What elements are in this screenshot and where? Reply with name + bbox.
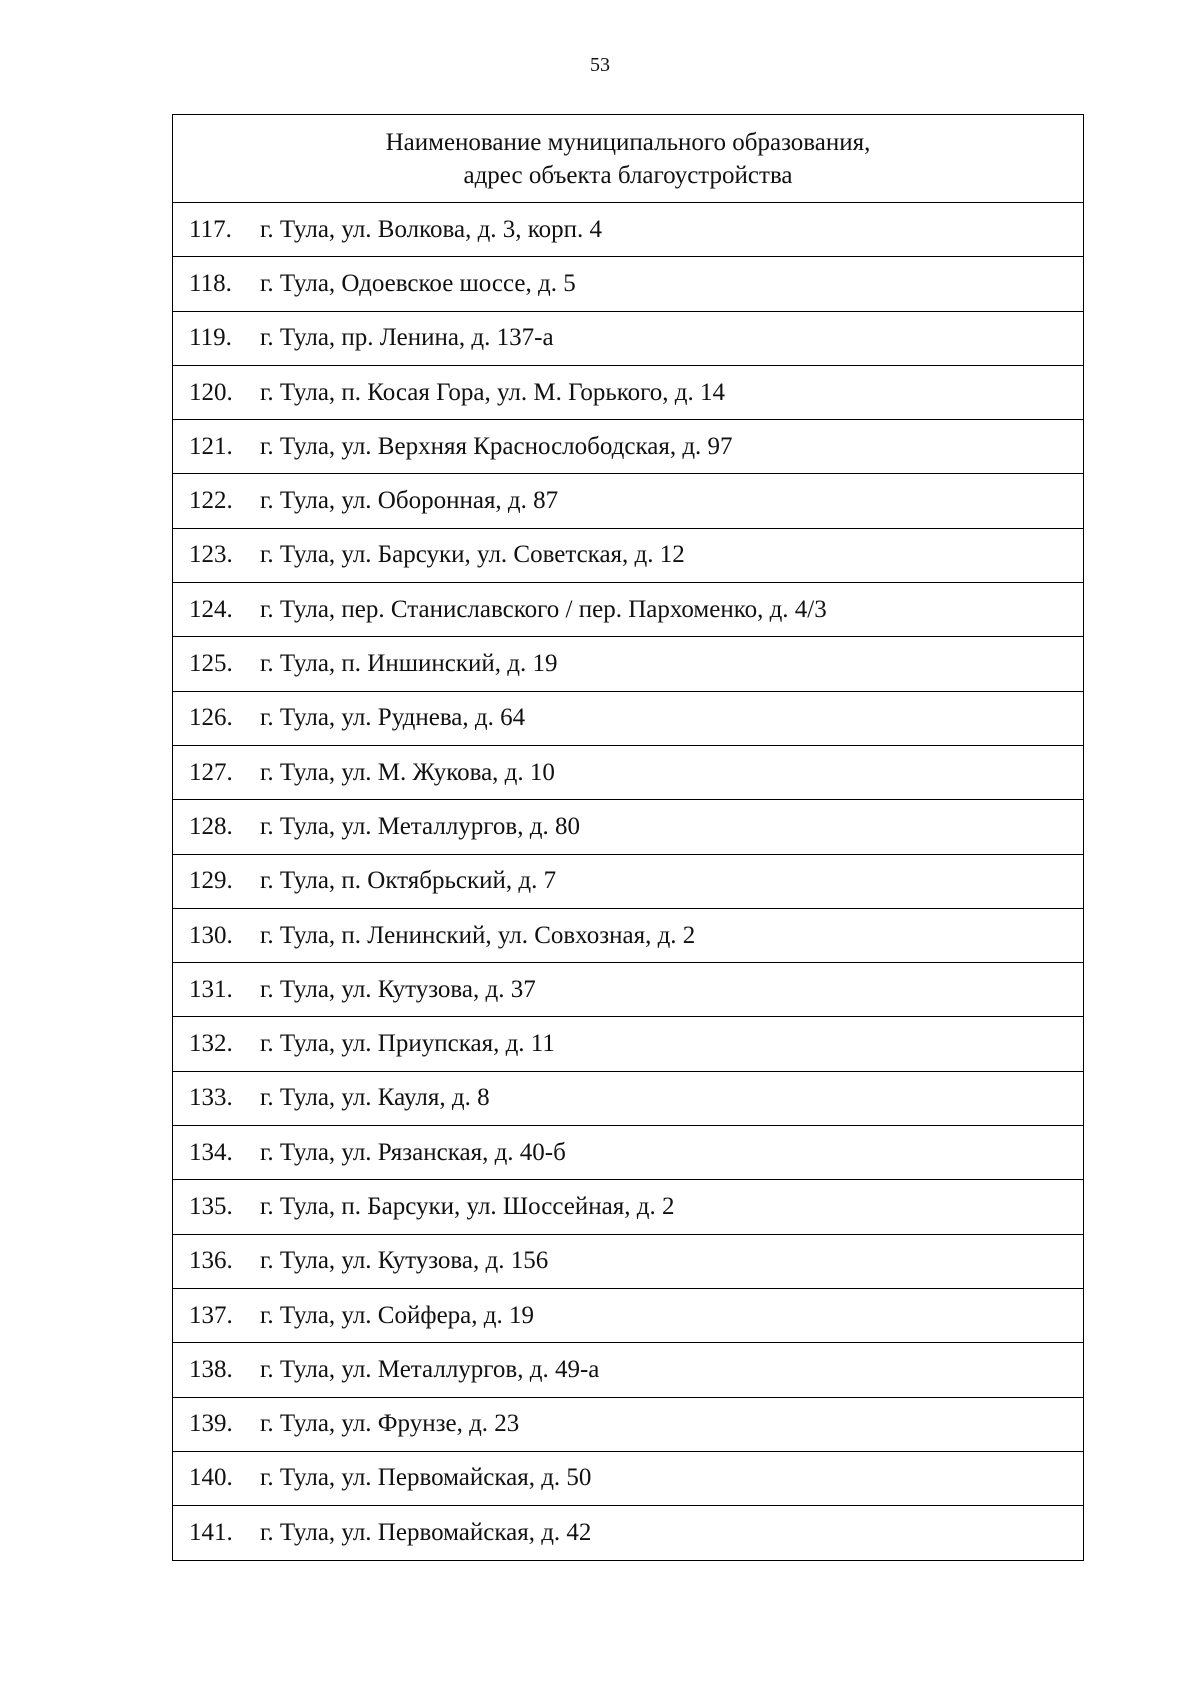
table-row — [173, 366, 1083, 420]
row-number: 117. — [189, 215, 232, 243]
row-number: 125. — [189, 650, 233, 678]
row-number: 131. — [189, 975, 233, 1003]
page-number: 53 — [590, 54, 610, 76]
row-number: 141. — [189, 1519, 233, 1547]
row-number: 122. — [189, 487, 233, 515]
row-number: 119. — [189, 324, 232, 352]
header-title-line2: адрес объекта благоустройства — [463, 161, 793, 189]
table-row — [173, 855, 1083, 909]
row-address: г. Тула, ул. Верхняя Краснослободская, д. 97 — [260, 432, 733, 460]
row-number: 139. — [189, 1410, 233, 1438]
table-row — [173, 1126, 1083, 1180]
row-number: 132. — [189, 1030, 233, 1058]
row-address: г. Тула, ул. Металлургов, д. 49-а — [260, 1355, 600, 1383]
table-row — [173, 1180, 1083, 1234]
row-address: г. Тула, п. Иншинский, д. 19 — [260, 650, 558, 678]
table-row — [173, 1452, 1083, 1506]
table-header — [173, 115, 1083, 203]
table-row — [173, 692, 1083, 746]
table-row — [173, 312, 1083, 366]
row-address: г. Тула, ул. Оборонная, д. 87 — [260, 487, 559, 515]
table-row — [173, 963, 1083, 1017]
table-row — [173, 1506, 1083, 1560]
row-address: г. Тула, ул. Металлургов, д. 80 — [260, 812, 580, 840]
row-address: г. Тула, ул. Барсуки, ул. Советская, д. 12 — [260, 541, 685, 569]
table-row — [173, 637, 1083, 691]
row-number: 134. — [189, 1138, 233, 1166]
row-number: 124. — [189, 595, 233, 623]
row-address: г. Тула, ул. Приупская, д. 11 — [260, 1030, 555, 1058]
table-row — [173, 1343, 1083, 1397]
row-address: г. Тула, ул. Руднева, д. 64 — [260, 704, 526, 732]
table-row — [173, 420, 1083, 474]
row-number: 137. — [189, 1301, 233, 1329]
table-row — [173, 583, 1083, 637]
row-address: г. Тула, Одоевское шоссе, д. 5 — [260, 269, 576, 297]
row-number: 120. — [189, 378, 233, 406]
table-row — [173, 1398, 1083, 1452]
table-row — [173, 1235, 1083, 1289]
row-number: 140. — [189, 1464, 233, 1492]
row-address: г. Тула, ул. Фрунзе, д. 23 — [260, 1410, 520, 1438]
row-address: г. Тула, ул. Первомайская, д. 50 — [260, 1464, 592, 1492]
table-row — [173, 529, 1083, 583]
row-number: 121. — [189, 432, 233, 460]
row-address: г. Тула, пер. Станиславского / пер. Пархоменко, д. 4/3 — [260, 595, 827, 623]
table-row — [173, 203, 1083, 257]
row-address: г. Тула, п. Октябрьский, д. 7 — [260, 867, 557, 895]
row-address: г. Тула, ул. Сойфера, д. 19 — [260, 1301, 534, 1329]
row-number: 135. — [189, 1192, 233, 1220]
table-row — [173, 800, 1083, 854]
table-row — [173, 909, 1083, 963]
row-number: 130. — [189, 921, 233, 949]
row-number: 133. — [189, 1084, 233, 1112]
header-title-line1: Наименование муниципального образования, — [385, 128, 871, 156]
row-address: г. Тула, п. Косая Гора, ул. М. Горького, д. 14 — [260, 378, 725, 406]
row-number: 127. — [189, 758, 233, 786]
table-row — [173, 746, 1083, 800]
table-row — [173, 1017, 1083, 1071]
row-address: г. Тула, пр. Ленина, д. 137-а — [260, 324, 554, 352]
row-address: г. Тула, ул. М. Жукова, д. 10 — [260, 758, 555, 786]
row-address: г. Тула, ул. Кутузова, д. 37 — [260, 975, 536, 1003]
row-number: 126. — [189, 704, 233, 732]
row-number: 138. — [189, 1355, 233, 1383]
row-number: 118. — [189, 269, 232, 297]
table-row — [173, 474, 1083, 528]
row-number: 136. — [189, 1247, 233, 1275]
row-address: г. Тула, ул. Кауля, д. 8 — [260, 1084, 490, 1112]
address-table — [172, 114, 1084, 1561]
table-row — [173, 1289, 1083, 1343]
table-row — [173, 257, 1083, 311]
table-row — [173, 1072, 1083, 1126]
row-address: г. Тула, ул. Первомайская, д. 42 — [260, 1519, 592, 1547]
row-number: 123. — [189, 541, 233, 569]
table-body — [173, 203, 1083, 1560]
row-address: г. Тула, ул. Волкова, д. 3, корп. 4 — [260, 215, 603, 243]
row-address: г. Тула, п. Ленинский, ул. Совхозная, д. 2 — [260, 921, 696, 949]
row-number: 128. — [189, 812, 233, 840]
row-address: г. Тула, ул. Кутузова, д. 156 — [260, 1247, 549, 1275]
row-address: г. Тула, ул. Рязанская, д. 40-б — [260, 1138, 566, 1166]
row-address: г. Тула, п. Барсуки, ул. Шоссейная, д. 2 — [260, 1192, 675, 1220]
row-number: 129. — [189, 867, 233, 895]
